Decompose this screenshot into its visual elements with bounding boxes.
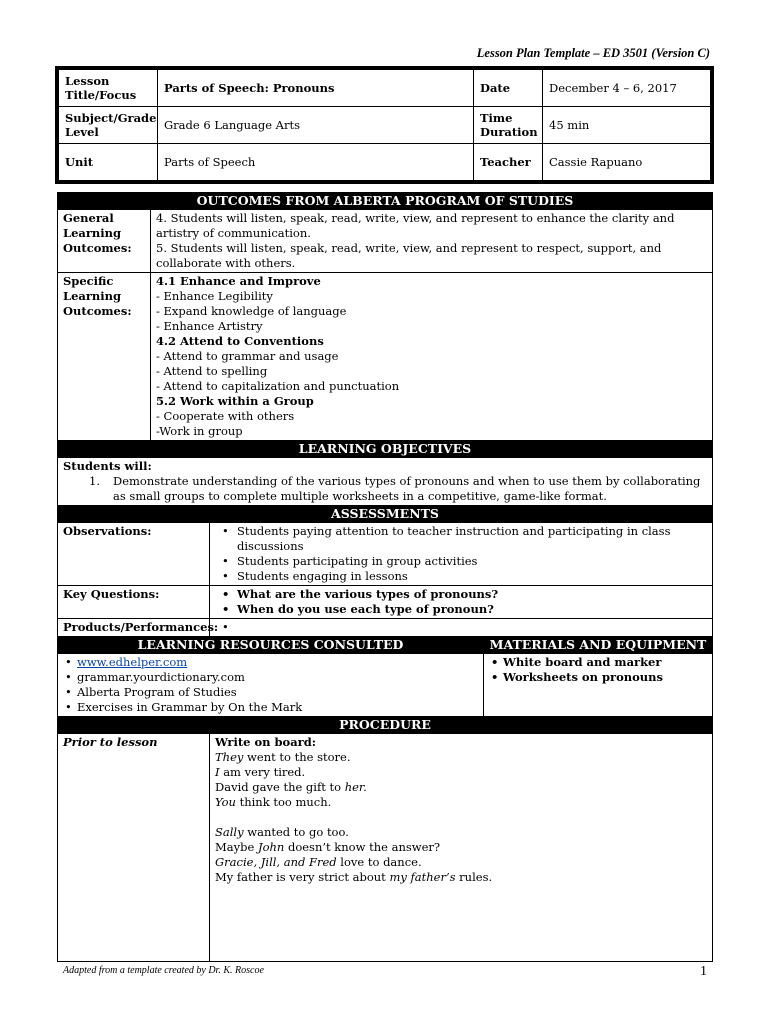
subject-label: Subject/Grade Level [59, 107, 158, 144]
key-questions-list [210, 586, 713, 619]
outcome-item: - Enhance Legibility [156, 289, 273, 303]
material-item: • White board and marker [489, 655, 707, 670]
outcome-group-heading: 4.1 Enhance and Improve [156, 274, 321, 288]
objectives-intro: Students will: [63, 459, 152, 473]
lesson-title-label: Lesson Title/Focus [59, 70, 158, 107]
observation-item: • Students engaging in lessons [215, 569, 707, 584]
time-value: 45 min [543, 107, 711, 144]
general-outcomes [151, 210, 713, 273]
board-sentence [215, 825, 707, 840]
board-sentence [215, 870, 707, 885]
sentence-text: think too much. [235, 795, 332, 809]
outcome-item: - Expand knowledge of language [156, 304, 347, 318]
observations-list [210, 523, 713, 586]
sentence-text: My father is very strict about [215, 870, 390, 884]
outcomes-heading: OUTCOMES FROM ALBERTA PROGRAM OF STUDIES [58, 193, 713, 210]
board-sentence [215, 795, 707, 810]
objective-text: Demonstrate understanding of the various types of pronouns and when to use them by collaborating as small groups to complete multiple worksheets in a competitive, game-like format. [113, 474, 701, 503]
teacher-label: Teacher [474, 144, 543, 181]
page-number: 1 [700, 964, 707, 979]
pronoun: I [215, 765, 220, 779]
pronoun: her. [344, 780, 367, 794]
general-outcomes-label: General Learning Outcomes: [58, 210, 151, 273]
resource-item: • Alberta Program of Studies [63, 685, 478, 700]
date-label: Date [474, 70, 543, 107]
resource-item: • grammar.yourdictionary.com [63, 670, 478, 685]
board-sentence [215, 855, 707, 870]
noun: John [257, 840, 285, 854]
procedure-body [210, 734, 713, 962]
procedure-heading: PROCEDURE [58, 717, 713, 734]
products-label: Products/Performances: [58, 619, 210, 637]
objectives-body [58, 458, 713, 506]
lesson-info-table [55, 66, 714, 184]
board-sentence [215, 765, 707, 780]
specific-outcomes-label: Specific Learning Outcomes: [58, 273, 151, 441]
unit-value: Parts of Speech [158, 144, 474, 181]
material-item: • Worksheets on pronouns [489, 670, 707, 685]
key-question-item: • When do you use each type of pronoun? [215, 602, 707, 617]
footer-credit: Adapted from a template created by Dr. K. Roscoe [63, 965, 264, 976]
document-header: Lesson Plan Template – ED 3501 (Version C) [476, 46, 710, 60]
resource-item[interactable] [63, 655, 478, 670]
pronoun: They [215, 750, 244, 764]
sentence-text: rules. [455, 870, 493, 884]
outcome-item: - Attend to capitalization and punctuation [156, 379, 400, 393]
sentence-text: went to the store. [243, 750, 351, 764]
prior-to-lesson-label: Prior to lesson [58, 734, 210, 962]
spacer [215, 810, 707, 825]
board-heading: Write on board: [215, 735, 317, 749]
resource-item: • Exercises in Grammar by On the Mark [63, 700, 478, 715]
board-sentence [215, 840, 707, 855]
observations-label: Observations: [58, 523, 210, 586]
subject-value: Grade 6 Language Arts [158, 107, 474, 144]
sentence-text: wanted to go too. [243, 825, 349, 839]
materials-heading: MATERIALS AND EQUIPMENT [484, 637, 713, 654]
outcome-item: - Cooperate with others [156, 409, 295, 423]
sentence-text: am very tired. [219, 765, 306, 779]
resources-heading: LEARNING RESOURCES CONSULTED [58, 637, 484, 654]
outcome-group-heading: 4.2 Attend to Conventions [156, 334, 324, 348]
noun: my father’s [389, 870, 456, 884]
objective-item [63, 474, 707, 504]
sentence-text: love to dance. [336, 855, 422, 869]
teacher-value: Cassie Rapuano [543, 144, 711, 181]
board-sentence [215, 750, 707, 765]
specific-outcomes [151, 273, 713, 441]
date-value: December 4 – 6, 2017 [543, 70, 711, 107]
objective-number: 1. [89, 474, 100, 488]
observation-item: • Students participating in group activities [215, 554, 707, 569]
time-label: Time Duration [474, 107, 543, 144]
observation-item: • Students paying attention to teacher instruction and participating in class discussions [215, 524, 707, 554]
general-outcome-item: 5. Students will listen, speak, read, write, view, and represent to respect, support, and collaborate with others. [156, 241, 662, 270]
materials-list [484, 654, 713, 717]
unit-label: Unit [59, 144, 158, 181]
pronoun: You [215, 795, 236, 809]
sentence-text: Maybe [215, 840, 258, 854]
noun: Sally [215, 825, 244, 839]
noun: Gracie, Jill, and Fred [215, 855, 337, 869]
outcome-item: - Enhance Artistry [156, 319, 263, 333]
outcome-item: - Attend to spelling [156, 364, 268, 378]
key-question-item: • What are the various types of pronouns? [215, 587, 707, 602]
lesson-title-value: Parts of Speech: Pronouns [158, 70, 474, 107]
assessments-heading: ASSESSMENTS [58, 506, 713, 523]
sentence-text: David gave the gift to [215, 780, 345, 794]
resources-list [58, 654, 484, 717]
sentence-text: doesn’t know the answer? [284, 840, 441, 854]
outcome-group-heading: 5.2 Work within a Group [156, 394, 314, 408]
edhelper-link[interactable]: www.edhelper.com [77, 655, 188, 669]
board-sentence [215, 780, 707, 795]
lesson-plan-table [57, 192, 713, 962]
outcome-item: - Attend to grammar and usage [156, 349, 339, 363]
outcome-item: -Work in group [156, 424, 243, 438]
general-outcome-item: 4. Students will listen, speak, read, write, view, and represent to enhance the clarity and artistry of communication. [156, 211, 675, 240]
key-questions-label: Key Questions: [58, 586, 210, 619]
objectives-heading: LEARNING OBJECTIVES [58, 441, 713, 458]
products-list [210, 619, 713, 637]
